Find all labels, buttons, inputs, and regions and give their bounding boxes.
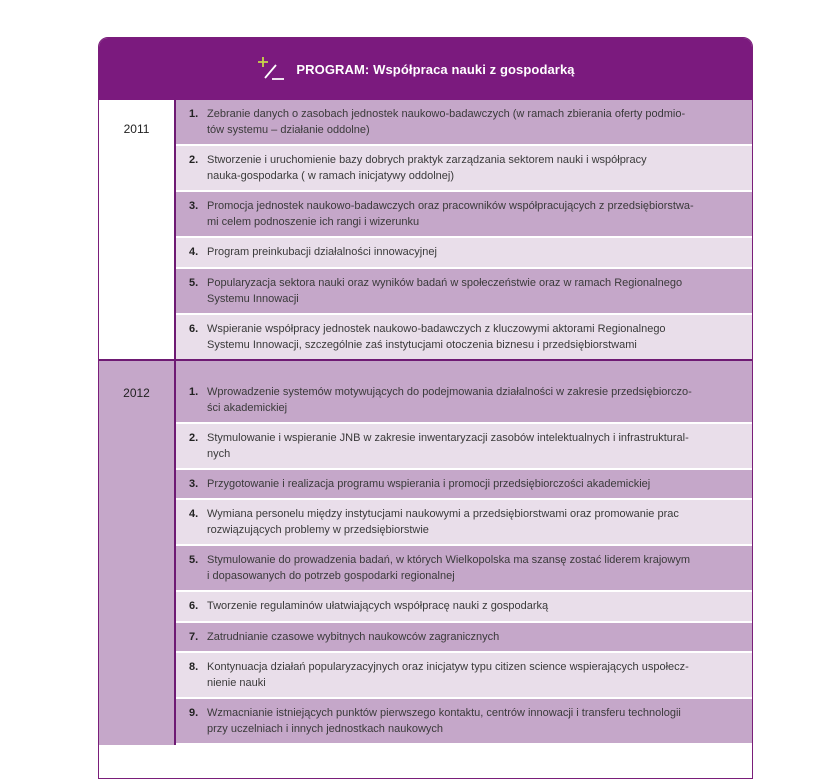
item-text: Kontynuacja działań popularyzacyjnych oraz inicjatyw typu citizen science wspierających uspołecz- nienie nauki <box>207 661 689 689</box>
list-item <box>176 146 752 192</box>
list-item <box>176 592 752 623</box>
year-block-2012 <box>99 359 752 745</box>
year-label: 2012 <box>99 361 176 745</box>
item-text: Zatrudnianie czasowe wybitnych naukowców zagranicznych <box>207 631 500 643</box>
item-number: 3. <box>189 478 199 490</box>
item-number: 1. <box>189 386 199 398</box>
year-label: 2011 <box>99 100 176 359</box>
page-title: PROGRAM: Współpraca nauki z gospodarką <box>296 62 575 77</box>
list-item <box>176 699 752 745</box>
list-item <box>176 470 752 500</box>
item-number: 6. <box>189 600 199 612</box>
item-text: Zebranie danych o zasobach jednostek naukowo-badawczych (w ramach zbierania oferty podmio- tów systemu – działanie oddolne) <box>207 108 686 136</box>
list-item <box>176 192 752 238</box>
item-text: Wymiana personelu między instytucjami naukowymi a przedsiębiorstwami oraz promowanie prac rozwiązujących problemy w przedsiębiorstwie <box>207 508 679 536</box>
list-item <box>176 361 752 424</box>
item-text: Wprowadzenie systemów motywujących do podejmowania działalności w zakresie przedsiębiorczo- ści akademickiej <box>207 386 692 414</box>
item-number: 6. <box>189 323 199 335</box>
item-text: Program preinkubacji działalności innowacyjnej <box>207 246 437 258</box>
item-text: Wspieranie współpracy jednostek naukowo-badawczych z kluczowymi aktorami Regionalnego Systemu Innowacji, szczególnie zaś instytucjami otoczenia biznesu i przedsiębiorstwami <box>207 323 666 351</box>
list-item <box>176 623 752 653</box>
item-list <box>176 361 752 745</box>
item-text: Wzmacnianie istniejących punktów pierwszego kontaktu, centrów innowacji i transferu technologii przy uczelniach i innych jednostkach naukowych <box>207 707 681 735</box>
program-table <box>98 37 753 779</box>
item-number: 7. <box>189 631 199 643</box>
item-number: 2. <box>189 154 199 166</box>
item-text: Stworzenie i uruchomienie bazy dobrych praktyk zarządzania sektorem nauki i współpracy nauka-gospodarka ( w ramach inicjatywy oddolnej) <box>207 154 647 182</box>
list-item <box>176 653 752 699</box>
item-number: 4. <box>189 508 199 520</box>
list-item <box>176 238 752 269</box>
list-item <box>176 315 752 359</box>
item-number: 5. <box>189 277 199 289</box>
table-header <box>99 38 752 100</box>
year-block-2011 <box>99 100 752 359</box>
item-text: Popularyzacja sektora nauki oraz wyników badań w społeczeństwie oraz w ramach Regionalnego Systemu Innowacji <box>207 277 683 305</box>
item-text: Promocja jednostek naukowo-badawczych oraz pracowników współpracujących z przedsiębiorstwa- mi celem podnoszenie ich rangi i wizerunku <box>207 200 694 228</box>
item-number: 8. <box>189 661 199 673</box>
plus-minus-icon <box>256 54 286 84</box>
item-number: 1. <box>189 108 199 120</box>
item-number: 4. <box>189 246 199 258</box>
item-text: Tworzenie regulaminów ułatwiających współpracę nauki z gospodarką <box>207 600 549 612</box>
list-item <box>176 100 752 146</box>
list-item <box>176 269 752 315</box>
item-number: 9. <box>189 707 199 719</box>
item-number: 3. <box>189 200 199 212</box>
item-list <box>176 100 752 359</box>
item-number: 5. <box>189 554 199 566</box>
list-item <box>176 424 752 470</box>
list-item <box>176 500 752 546</box>
item-text: Stymulowanie do prowadzenia badań, w których Wielkopolska ma szansę zostać liderem krajowym i dopasowanych do potrzeb gospodarki regionalnej <box>207 554 690 582</box>
item-number: 2. <box>189 432 199 444</box>
item-text: Stymulowanie i wspieranie JNB w zakresie inwentaryzacji zasobów intelektualnych i infrastruktural- nych <box>207 432 689 460</box>
list-item <box>176 546 752 592</box>
item-text: Przygotowanie i realizacja programu wspierania i promocji przedsiębiorczości akademickiej <box>207 478 651 490</box>
